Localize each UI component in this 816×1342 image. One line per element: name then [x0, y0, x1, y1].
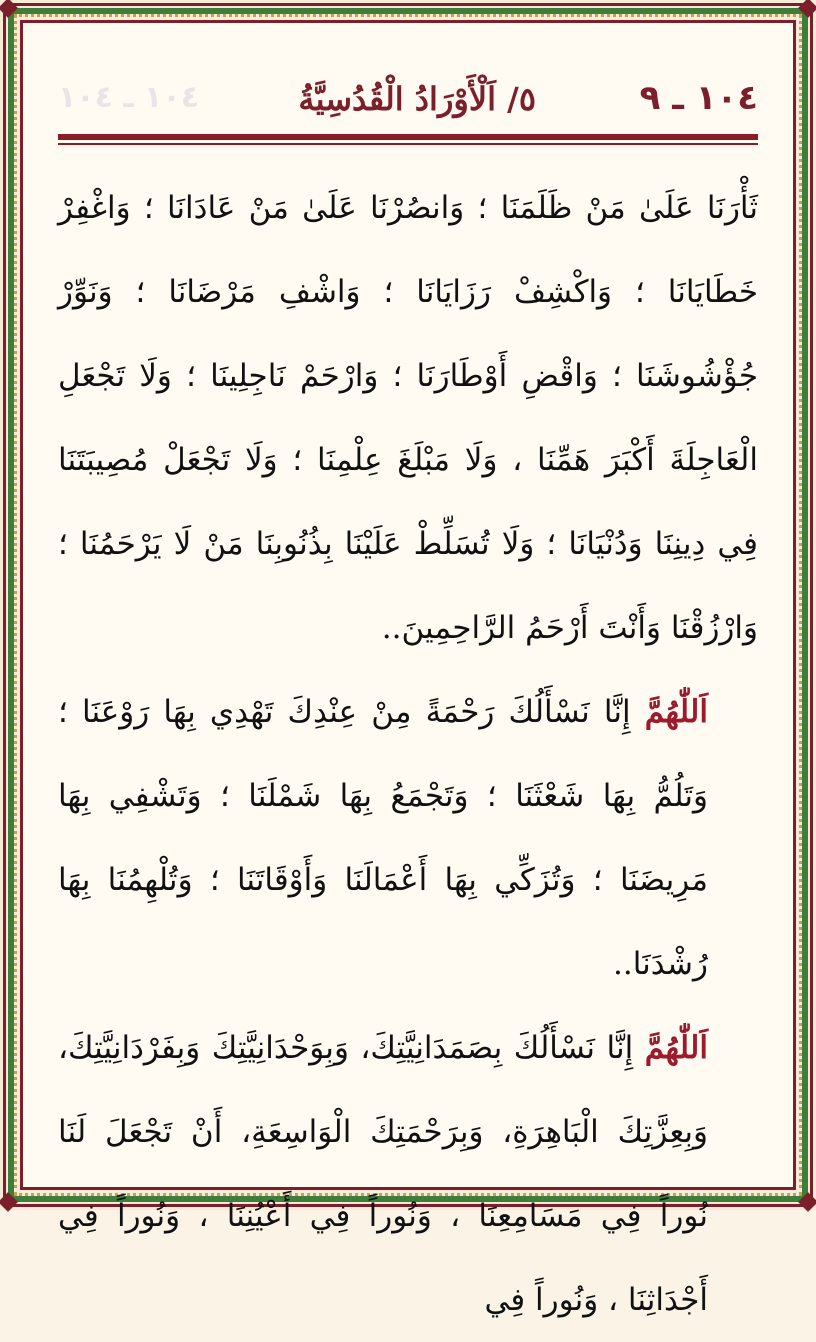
- paragraph: [58, 1006, 758, 1342]
- paragraph: [58, 166, 758, 670]
- paragraph-text: إِنَّا نَسْأَلُكَ بِصَمَدَانِيَّتِكَ، وَبِوَحْدَانِيَّتِكَ وَبِفَرْدَانِيَّتِكَ، وَبِعِزَّتِكَ الْبَاهِرَةِ، وَبِرَحْمَتِكَ الْوَاسِعَةِ، أَنْ تَجْعَلَ لَنَا نُوراً فِي مَسَامِعِنَا ، وَنُوراً فِي أَعْيُنِنَا ، وَنُوراً فِي أَجْدَاثِنَا ، وَنُوراً فِي: [58, 1030, 708, 1318]
- paragraph-text: إِنَّا نَسْأَلُكَ رَحْمَةً مِنْ عِنْدِكَ تَهْدِي بِهَا رَوْعَنَا ؛ وَتَلُمُّ بِهَا شَعْثَنَا ؛ وَتَجْمَعُ بِهَا شَمْلَنَا ؛ وَتَشْفِي بِهَا مَرِيضَنَا ؛ وَتُزَكِّي بِهَا أَعْمَالَنَا وَأَوْقَاتَنَا ؛ وَتُلْهِمُنَا بِهَا رُشْدَنَا..: [58, 694, 708, 982]
- paragraph-text: ثَأْرَنَا عَلَىٰ مَنْ ظَلَمَنَا ؛ وَانصُرْنَا عَلَىٰ مَنْ عَادَانَا ؛ وَاغْفِرْ خَطَايَانَا ؛ وَاكْشِفْ رَزَايَانَا ؛ وَاشْفِ مَرْضَانَا ؛ وَنَوِّرْ جُؤْشُوشَنَا ؛ وَاقْضِ أَوْطَارَنَا ؛ وَارْحَمْ نَاجِلِينَا ؛ وَلَا تَجْعَلِ الْعَاجِلَةَ أَكْبَرَ هَمِّنَا ، وَلَا مَبْلَغَ عِلْمِنَا ؛ وَلَا تَجْعَلْ مُصِيبَتَنَا فِي دِينِنَا وَدُنْيَانَا ؛ وَلَا تُسَلِّطْ عَلَيْنَا بِذُنُوبِنَا مَنْ لَا يَرْحَمُنَا ؛ وَارْزُقْنَا وَأَنْتَ أَرْحَمُ الرَّاحِمِينَ..: [58, 190, 758, 646]
- faint-page-reference: ١٠٤ ـ ١٠٤: [58, 80, 200, 115]
- paragraph-lead: اَللّٰهُمَّ: [644, 1030, 708, 1066]
- page-header: [58, 78, 758, 118]
- header-rule-thin: [58, 143, 758, 145]
- page-title: ٥/ اَلْأَوْرَادُ الْقُدُسِيَّةُ: [298, 80, 536, 118]
- paragraph-lead: اَللّٰهُمَّ: [644, 694, 708, 730]
- prayer-text: [58, 166, 758, 1342]
- page-number: ١٠٤ ـ ٩: [639, 78, 758, 118]
- header-rule-thick: [58, 134, 758, 140]
- paragraph: [58, 670, 758, 1006]
